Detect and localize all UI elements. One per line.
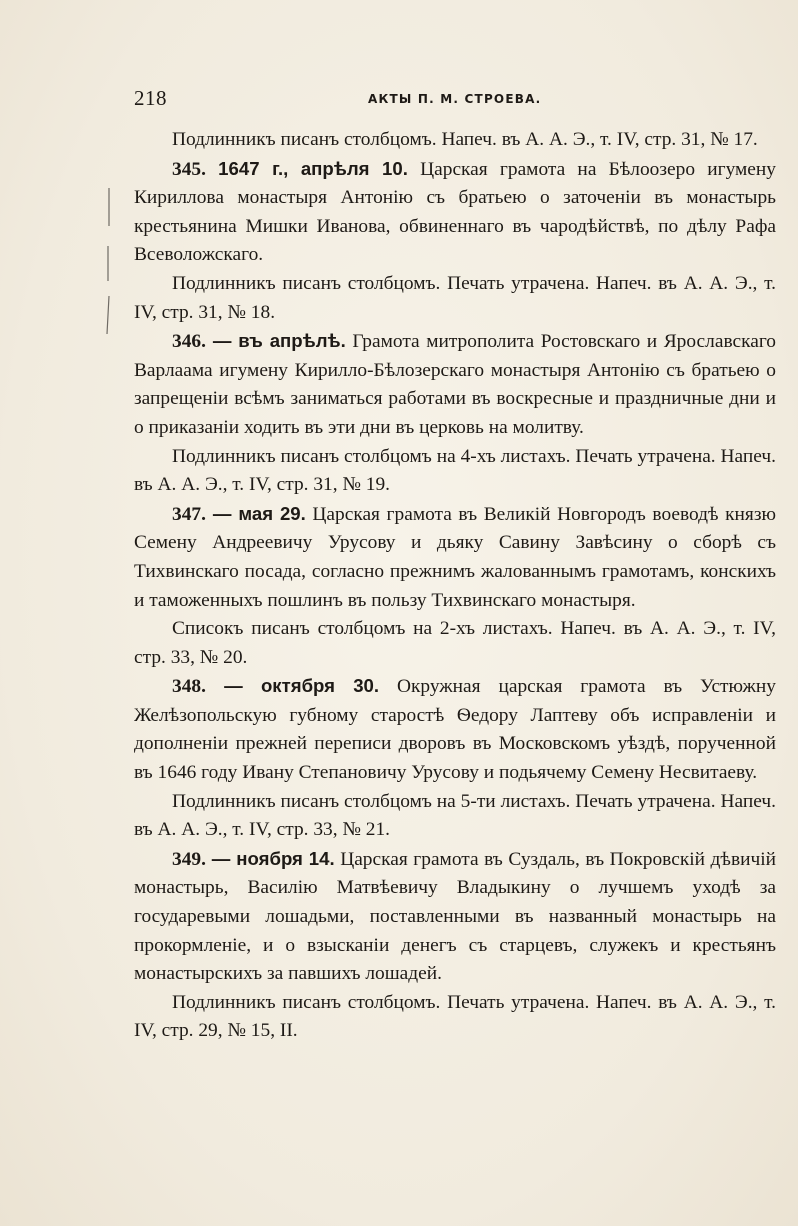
record-summary: Грамота митрополита Ростовскаго и Ярославскаго Варлаама игумену Кирилло-Бѣлозерскаго монастыря Антонію съ братьею о запрещеніи всѣмъ заниматься работами въ воскресные и праздничные дни и о приказаніи ходить въ эти дни въ церковь на молитву. [134,331,776,438]
source-note: Подлинникъ писанъ столбцомъ на 4-хъ листахъ. Печать утрачена. Напеч. въ А. А. Э., т. IV, стр. 31, № 19. [134,445,776,496]
record-number: 347. [172,503,206,525]
record-summary: Царская грамота въ Великій Новгородъ воеводѣ князю Семену Андреевичу Урусову и дьяку Савину Завѣсину о сборѣ съ Тихвинскаго посада, согласно прежнимъ жалованнымъ грамотамъ, конскихъ и таможенныхъ пошлинъ въ пользу Тихвинскаго монастыря. [134,503,776,611]
record-summary: Окружная царская грамота въ Устюжну Желѣзопольскую губному старостѣ Ѳедору Лаптеву объ исправленіи и дополненіи прежней переписи дворовъ въ Московскомъ уѣздѣ, порученной въ 1646 году Ивану Степановичу Урусову и подьячему Семену Несвитаеву. [134,676,776,784]
record-summary: Царская грамота въ Суздаль, въ Покровскій дѣвичій монастырь, Василію Матвѣевичу Владыкину о лучшемъ уходѣ за государевыми лошадьми, поставленными въ названный монастырь на прокормленіе, и о взысканіи денегъ съ старцевъ, служекъ и крестьянъ монастырскихъ за павшихъ лошадей. [134,848,776,985]
source-note: Подлинникъ писанъ столбцомъ. Напеч. въ А. А. Э., т. IV, стр. 31, № 17. [172,129,758,150]
source-note: Подлинникъ писанъ столбцомъ. Печать утрачена. Напеч. въ А. А. Э., т. IV, стр. 29, № 15, II. [134,991,776,1042]
record-date: — ноября 14. [205,847,335,869]
record-entry [134,672,776,787]
record-entry [134,155,776,270]
record-date: — октября 30. [205,675,380,697]
record-entry [134,327,776,442]
source-note: Подлинникъ писанъ столбцомъ на 5-ти листахъ. Печать утрачена. Напеч. въ А. А. Э., т. IV, стр. 33, № 21. [134,790,776,841]
page-number: 218 [134,86,167,110]
source-note: Подлинникъ писанъ столбцомъ. Печать утрачена. Напеч. въ А. А. Э., т. IV, стр. 31, № 18. [134,272,776,323]
record-date: — въ апрѣлѣ. [205,330,346,352]
record-date: — мая 29. [205,502,306,524]
record-date: 1647 г., апрѣля 10. [218,157,408,179]
record-summary: Царская грамота на Бѣлоозеро игумену Кириллова монастыря Антонію съ братьею о заточеніи въ монастырь крестьянина Мишки Иванова, обвиненнаго въ чародѣйствѣ, по дѣлу Рафа Всеволожскаго. [134,158,776,266]
running-title: АКТЫ П. М. СТРОЕВА. [368,92,542,106]
record-entry [134,845,776,989]
page-header [134,86,776,116]
record-number: 345. [172,158,206,180]
record-number: 346. [172,331,206,353]
record-number: 349. [172,848,206,870]
margin-pencil-mark [104,186,114,336]
record-entry [134,500,776,615]
record-number: 348. [172,676,206,698]
source-note: Списокъ писанъ столбцомъ на 2-хъ листахъ. Напеч. въ А. А. Э., т. IV, стр. 33, № 20. [134,618,776,668]
page-body [134,126,776,1046]
